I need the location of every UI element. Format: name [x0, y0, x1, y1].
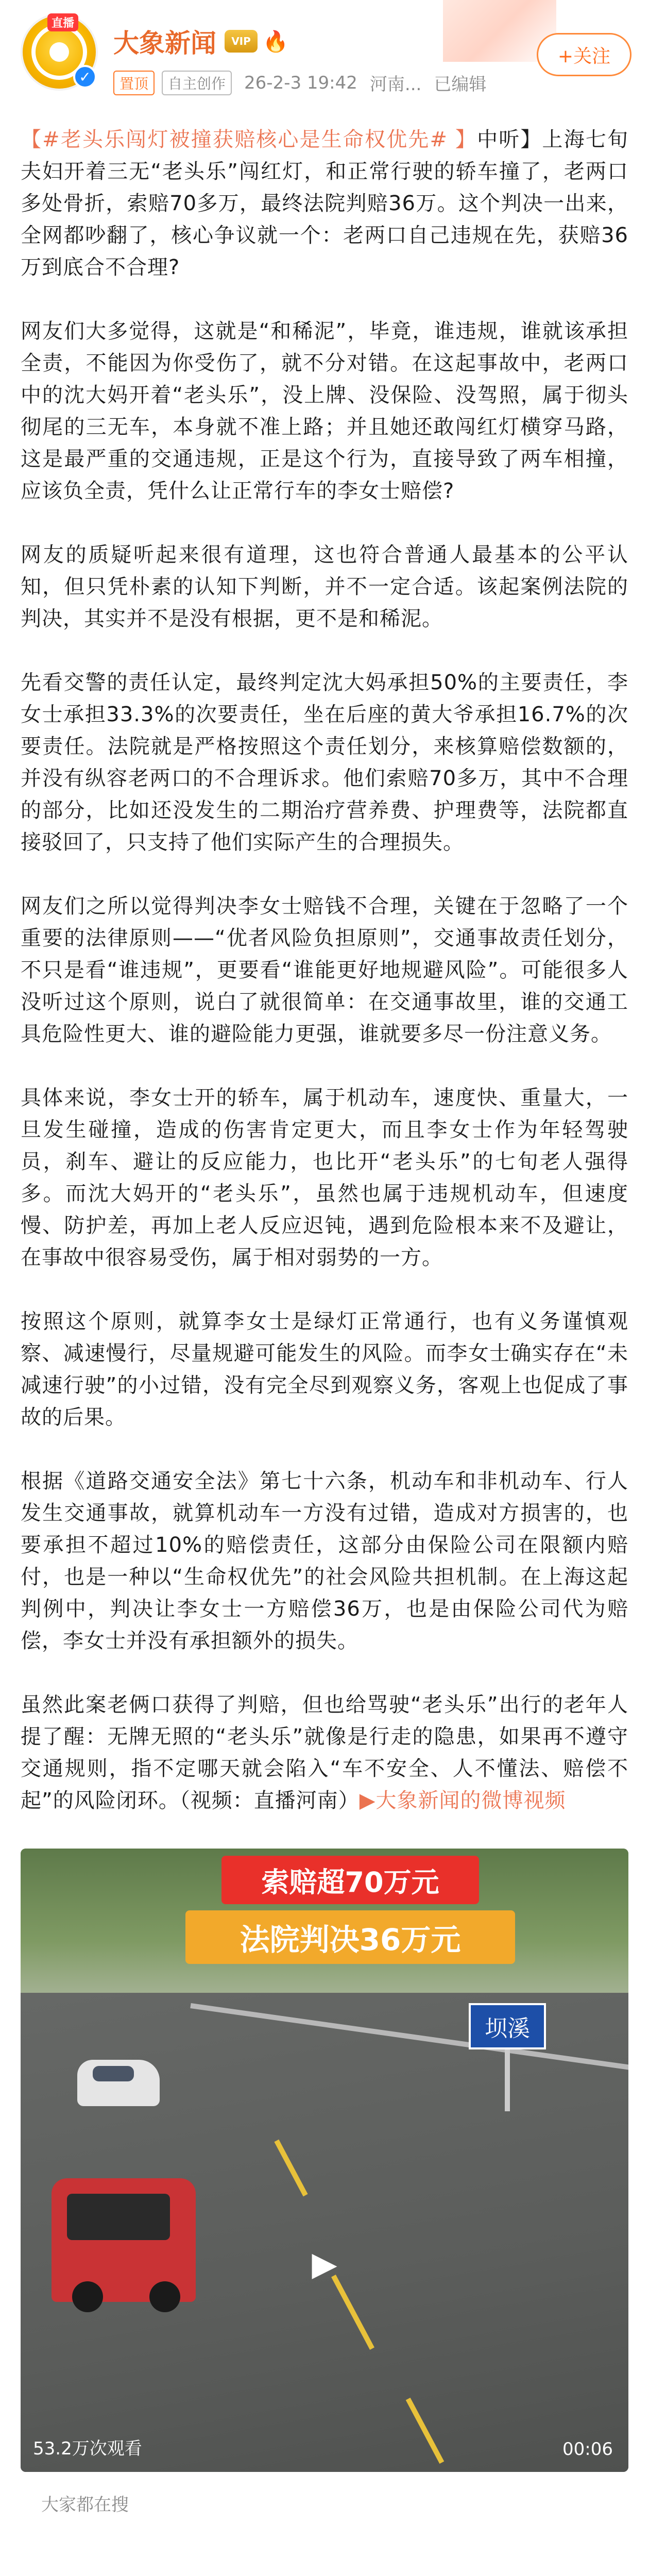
white-car	[77, 2060, 160, 2106]
live-badge: 直播	[47, 13, 78, 31]
road-sign: 坝溪	[469, 2003, 546, 2049]
paragraph-3: 网友的质疑听起来很有道理，这也符合普通人最基本的公平认知，但只凭朴素的认知下判断，并不一定合适。该起案例法院的判决，其实并不是没有根据，更不是和稀泥。	[21, 543, 628, 631]
pinned-tag: 置顶	[113, 71, 155, 95]
avatar[interactable]	[21, 13, 98, 91]
paragraph-2: 网友们大多觉得，这就是“和稀泥”，毕竟，谁违规，谁就该承担全责，不能因为你受伤了，就不分对错。在这起事故中，老两口中的沈大妈开着“老头乐”，没上牌、没保险、没驾照，属于彻头彻尾的三无车，本身就不准上路；并且她还敢闯红灯横穿马路，这是最严重的交通违规，正是这个行为，直接导致了两车相撞，应该负全责，凭什么让正常行车的李女士赔偿?	[21, 319, 628, 503]
post-location: 河南...	[369, 74, 422, 95]
paragraph-8: 根据《道路交通安全法》第七十六条，机动车和非机动车、行人发生交通事故，就算机动车一方没有过错，造成对方损害的，也要承担不超过10%的赔偿责任，这部分由保险公司在限额内赔付，也是一种以“生命权优先”的社会风险共担机制。在上海这起判例中，判决让李女士一方赔偿36万，也是由保险公司代为赔偿，李女士并没有承担额外的损失。	[21, 1469, 628, 1653]
video-player[interactable]	[21, 1849, 628, 2472]
post-content	[0, 108, 649, 2516]
paragraph-1: 【#老头乐闯灯被撞获赔核心是生命权优先# 】中听】上海七旬夫妇开着三无“老头乐”闯红灯，和正常行驶的轿车撞了，老两口多处骨折，索赔70多万，最终法院判赔36万。这个判决一出来，全网都吵翻了，核心争议就一个：老两口自己违规在先，获赔36万到底合不合理?	[21, 128, 629, 279]
video-caption-claim: 索赔超70万元	[221, 1856, 479, 1904]
paragraph-6: 具体来说，李女士开的轿车，属于机动车，速度快、重量大，一旦发生碰撞，造成的伤害肯定更大，而且李女士作为年轻驾驶员，刹车、避让的反应能力，也比开“老头乐”的七旬老人强得多。而沈大妈开的“老头乐”，虽然也属于违规机动车，但速度慢、防护差，再加上老人反应迟钝，遇到危险根本来不及避让，在事故中很容易受伤，属于相对弱势的一方。	[21, 1086, 628, 1269]
paragraph-4: 先看交警的责任认定，最终判定沈大妈承担50%的主要责任，李女士承担33.3%的次要责任，坐在后座的黄大爷承担16.7%的次要责任。法院就是严格按照这个责任划分，来核算赔偿数额的，并没有纵容老两口的不合理诉求。他们索赔70多万，其中不合理的部分，比如还没发生的二期治疗营养费、护理费等，法院都直接驳回了，只支持了他们实际产生的合理损失。	[21, 671, 628, 854]
paragraph-9: 虽然此案老俩口获得了判赔，但也给骂驶“老头乐”出行的老年人提了醒：无牌无照的“老头乐”就像是行走的隐患，如果再不遵守交通规则，指不定哪天就会陷入“车不安全、人不懂法、赔偿不起”的风险闭环。（视频：直播河南）▶大象新闻的微博视频	[21, 1693, 628, 1812]
trending-search-label[interactable]: 大家都在搜	[41, 2495, 129, 2515]
play-icon[interactable]: ▶	[312, 2245, 337, 2283]
red-tricycle	[52, 2178, 196, 2302]
edited-label[interactable]: 已编辑	[434, 74, 487, 95]
original-tag: 自主创作	[162, 71, 232, 95]
hashtag-link[interactable]: 【#老头乐闯灯被撞获赔核心是生命权优先# 】	[21, 128, 477, 151]
paragraph-5: 网友们之所以觉得判决李女士赔钱不合理，关键在于忽略了一个重要的法律原则——“优者风险负担原则”，交通事故责任划分，不只是看“谁违规”，更要看“谁能更好地规避风险”。可能很多人没听过这个原则，说白了就很简单：在交通事故里，谁的交通工具危险性更大、谁的避险能力更强，谁就要多尽一份注意义务。	[21, 894, 628, 1046]
vip-badge-icon: VIP	[225, 30, 258, 53]
fire-icon: 🔥	[263, 29, 288, 54]
view-count: 53.2万次观看	[33, 2438, 142, 2459]
follow-button[interactable]: +关注	[537, 33, 631, 76]
video-caption-verdict: 法院判决36万元	[185, 1910, 515, 1964]
post-date: 26-2-3 19:42	[244, 72, 357, 93]
video-link[interactable]: 大象新闻的微博视频	[375, 1789, 566, 1812]
verified-icon: ✓	[73, 65, 97, 89]
paragraph-7: 按照这个原则，就算李女士是绿灯正常通行，也有义务谨慎观察、减速慢行，尽量规避可能发生的风险。而李女士确实存在“未减速行驶”的小过错，没有完全尽到观察义务，客观上也促成了事故的后果。	[21, 1310, 628, 1429]
post-header	[0, 0, 649, 108]
author-name[interactable]: 大象新闻	[113, 28, 216, 58]
video-duration: 00:06	[562, 2439, 613, 2460]
video-link-icon: ▶	[359, 1789, 376, 1812]
road-sign-post	[505, 2049, 510, 2111]
